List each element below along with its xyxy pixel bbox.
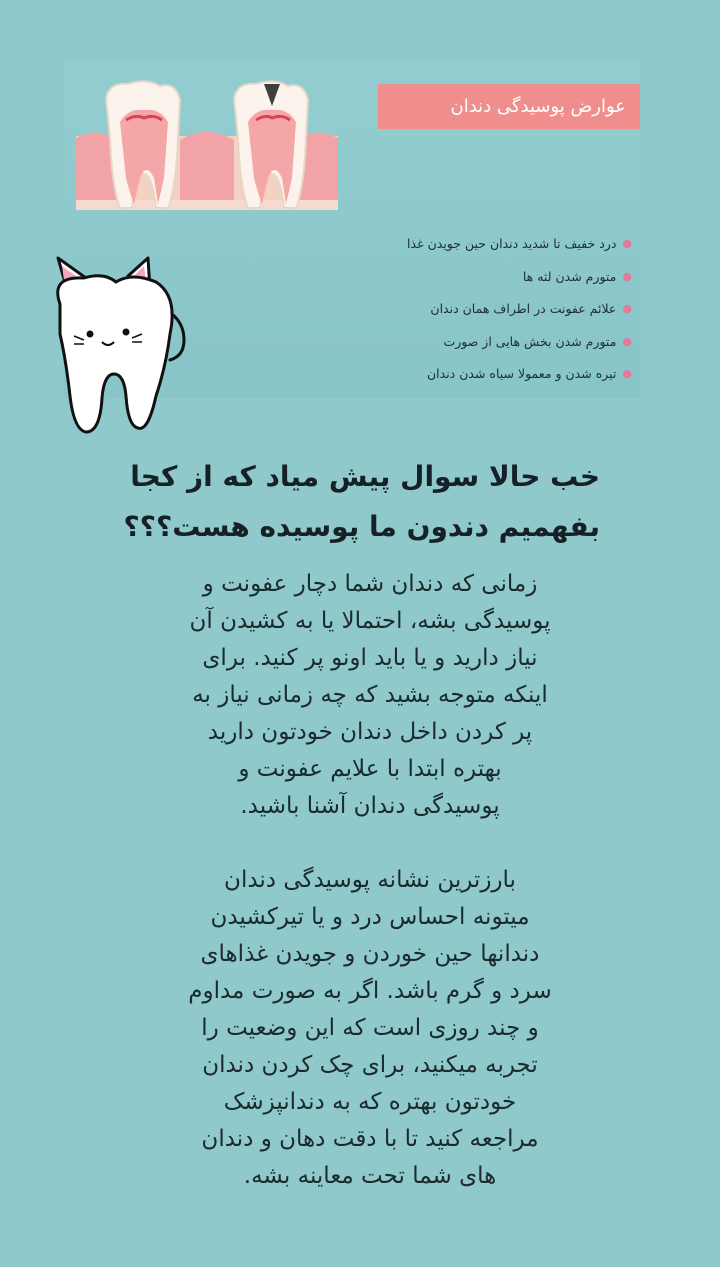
- headline-line: بفهمیم دندون ما پوسیده هست؟؟؟: [123, 510, 600, 543]
- bullet-icon: ●: [622, 334, 632, 348]
- tooth-cat-mascot-sticker: [44, 256, 196, 438]
- text-line: های شما تحت معاینه بشه.: [243, 1163, 497, 1189]
- symptom-text: تیره شدن و معمولا سیاه شدن دندان: [426, 366, 617, 381]
- symptom-text: متورم شدن بخش هایی از صورت: [443, 333, 617, 349]
- symptoms-list: [372, 228, 632, 391]
- bullet-icon: ●: [622, 367, 632, 380]
- text-line: و چند روزی است که این وضعیت را: [201, 1015, 539, 1041]
- symptom-text: متورم شدن لثه ها: [522, 268, 617, 284]
- symptom-text: علائم عفونت در اطراف همان دندان: [430, 301, 617, 316]
- list-item: [372, 326, 632, 359]
- text-line: مراجعه کنید تا با دقت دهان و دندان: [201, 1126, 539, 1152]
- symptom-text: درد خفیف تا شدید دندان حین جویدن غذا: [407, 236, 617, 251]
- text-line: میتونه احساس درد و یا تیرکشیدن: [210, 904, 530, 930]
- text-line: نیاز دارید و یا باید اونو پر کنید. برای: [202, 645, 538, 671]
- bullet-icon: ●: [622, 302, 632, 315]
- text-line: دندانها حین خوردن و جویدن غذاهای: [200, 941, 540, 967]
- page-headline: [60, 452, 600, 552]
- list-item: [372, 358, 632, 391]
- bullet-icon: ●: [622, 269, 632, 283]
- card-title: عوارض پوسیدگی دندان: [378, 84, 640, 129]
- text-line: اینکه متوجه بشید که چه زمانی نیاز به: [192, 682, 548, 708]
- text-line: بهتره ابتدا با علایم عفونت و: [238, 756, 502, 782]
- text-line: زمانی که دندان شما دچار عفونت و: [202, 571, 538, 597]
- text-line: پر کردن داخل دندان خودتون دارید: [207, 719, 533, 745]
- text-line: بارزترین نشانه پوسیدگی دندان: [224, 867, 516, 893]
- paragraph-2: [140, 862, 600, 1195]
- list-item: [372, 228, 632, 261]
- text-line: خودتون بهتره که به دندانپزشک: [223, 1089, 517, 1115]
- headline-line: خب حالا سوال پیش میاد که از کجا: [130, 460, 600, 493]
- list-item: [372, 293, 632, 326]
- bullet-icon: ●: [622, 237, 632, 250]
- text-line: سرد و گرم باشد. اگر به صورت مداوم: [188, 978, 552, 1004]
- tooth-cross-section-illustration: [76, 78, 338, 210]
- list-item: [372, 261, 632, 294]
- paragraph-1: [140, 566, 600, 825]
- text-line: تجربه میکنید، برای چک کردن دندان: [202, 1052, 538, 1078]
- text-line: پوسیدگی دندان آشنا باشید.: [240, 793, 500, 819]
- text-line: پوسیدگی بشه، احتمالا یا به کشیدن آن: [189, 608, 551, 634]
